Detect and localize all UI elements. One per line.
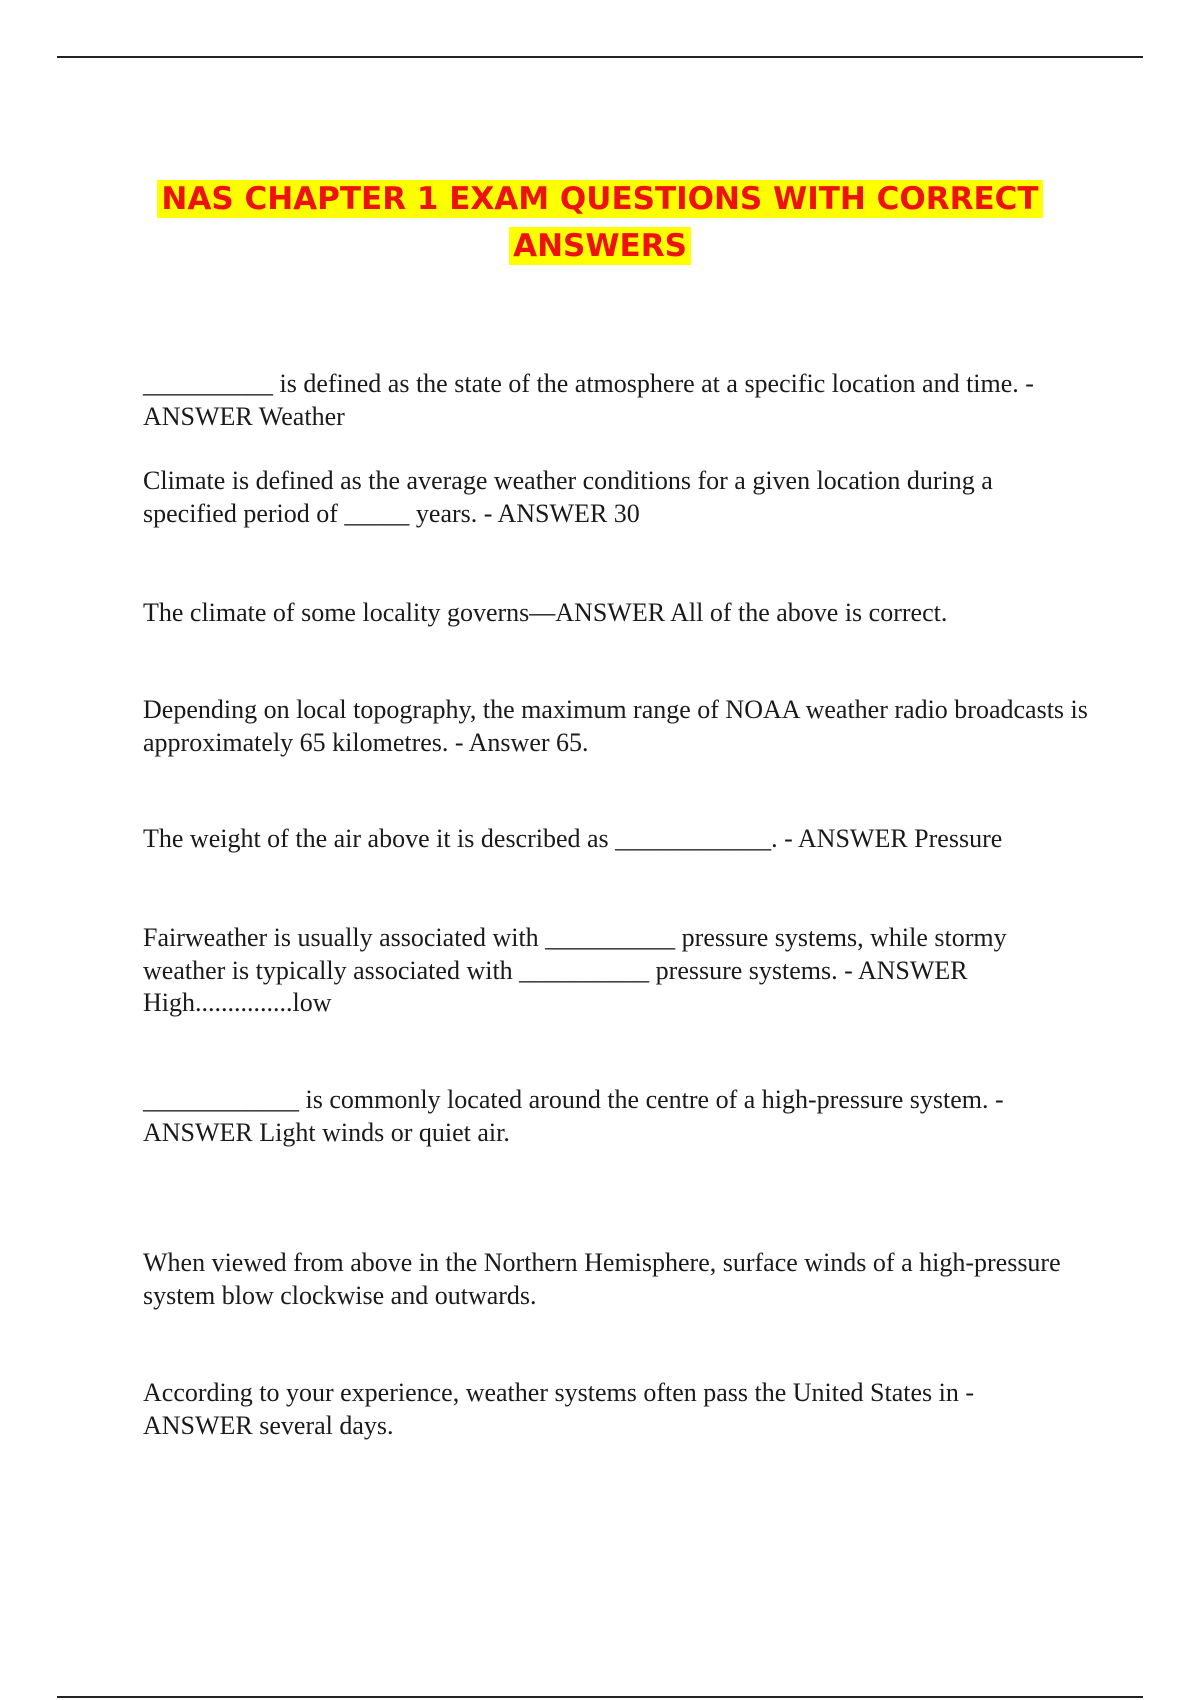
- title-highlight: NAS CHAPTER 1 EXAM QUESTIONS WITH CORRECT ANSWERS: [157, 180, 1042, 265]
- qa-item-3: The climate of some locality governs—ANSWER All of the above is correct.: [143, 598, 948, 627]
- bottom-rule: [57, 1696, 1143, 1698]
- top-rule: [57, 56, 1143, 58]
- qa-item-7: ____________ is commonly located around the centre of a high-pressure system. - ANSWER Light winds or quiet air.: [143, 1085, 1004, 1147]
- qa-item-4: Depending on local topography, the maximum range of NOAA weather radio broadcasts is approximately 65 kilometres. - Answer 65.: [143, 695, 1088, 757]
- qa-item-6: Fairweather is usually associated with __________ pressure systems, while stormy weather is typically associated with __________ pressure systems. - ANSWER High...............low: [143, 923, 1007, 1017]
- qa-item-8: When viewed from above in the Northern Hemisphere, surface winds of a high-pressure system blow clockwise and outwards.: [143, 1248, 1061, 1310]
- document-title: [100, 176, 1100, 270]
- qa-item-9: According to your experience, weather systems often pass the United States in - ANSWER several days.: [143, 1378, 975, 1440]
- qa-item-2: Climate is defined as the average weather conditions for a given location during a specified period of _____ years. - ANSWER 30: [143, 466, 993, 528]
- qa-item-1: __________ is defined as the state of the atmosphere at a specific location and time. - ANSWER Weather: [143, 369, 1034, 431]
- qa-item-5: The weight of the air above it is described as ____________. - ANSWER Pressure: [143, 824, 1003, 853]
